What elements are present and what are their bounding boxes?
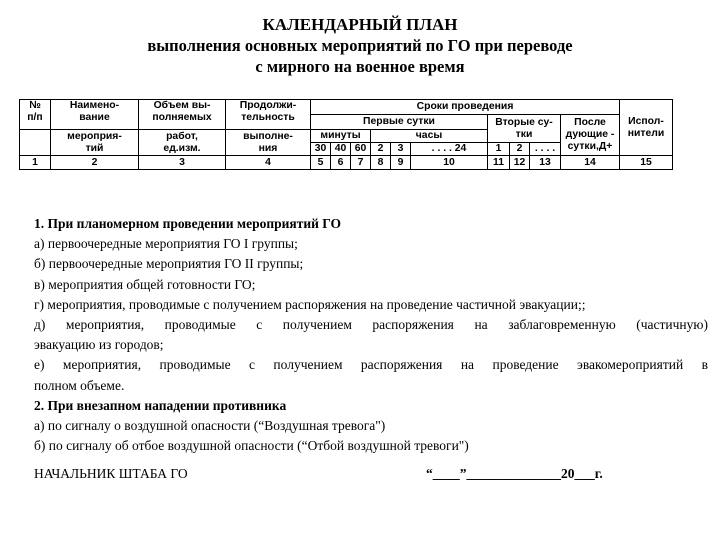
col-number: 1 [20, 156, 51, 170]
col-number: 13 [530, 156, 561, 170]
title-line-3: с мирного на военное время [255, 57, 465, 76]
sub-2: 2 [371, 143, 391, 156]
item-1f-line1: е) мероприятия, проводимые с получением распоряжения на проведение эвакомероприятий в [34, 357, 708, 373]
sub-3: 3 [391, 143, 411, 156]
item-2b: б) по сигналу об отбое воздушной опасности (“Отбой воздушной тревоги") [34, 438, 469, 454]
section-2-heading: 2. При внезапном нападении противника [34, 397, 287, 413]
header-volume: Объем вы- полняемых [139, 100, 226, 130]
col-number: 2 [51, 156, 139, 170]
item-1e-line1: д) мероприятия, проводимые с получением распоряжения на заблаговременную (частичную) [34, 317, 708, 333]
header-second-day: Вторые су- тки [488, 115, 561, 143]
col-number: 11 [488, 156, 510, 170]
title-line-2: выполнения основных мероприятий по ГО при переводе [147, 36, 573, 55]
sub-hdots: . . . . [530, 143, 561, 156]
sub-24: . . . . 24 [411, 143, 488, 156]
header-name: Наимено- вание [51, 100, 139, 130]
col-number: 5 [311, 156, 331, 170]
sub-h2: 2 [510, 143, 530, 156]
header-num-cont [20, 130, 51, 156]
col-number: 10 [411, 156, 488, 170]
header-terms: Сроки проведения [311, 100, 620, 115]
header-name-cont: мероприя- тий [51, 130, 139, 156]
col-number: 4 [226, 156, 311, 170]
date-line: “____”______________20___г. [426, 466, 603, 481]
document-body [34, 214, 708, 456]
document-title [0, 14, 720, 77]
item-1e-line2: эвакуацию из городов; [34, 337, 164, 353]
sub-h1: 1 [488, 143, 510, 156]
col-number: 3 [139, 156, 226, 170]
col-number: 9 [391, 156, 411, 170]
header-first-day: Первые сутки [311, 115, 488, 130]
item-1a: а) первоочередные мероприятия ГО I группы; [34, 236, 298, 252]
item-1c: в) мероприятия общей готовности ГО; [34, 276, 256, 292]
sub-40: 40 [331, 143, 351, 156]
header-num: № п/п [20, 100, 51, 130]
item-1f-line2: полном объеме. [34, 377, 125, 393]
item-2a: а) по сигналу о воздушной опасности (“Воздушная тревога") [34, 418, 386, 434]
col-number: 6 [331, 156, 351, 170]
header-hours: часы [371, 130, 488, 143]
sub-30: 30 [311, 143, 331, 156]
item-1d: г) мероприятия, проводимые с получением распоряжения на проведение частичной эвакуации;; [34, 296, 586, 312]
col-number: 7 [351, 156, 371, 170]
chief-of-staff-label: НАЧАЛЬНИК ШТАБА ГО [34, 466, 188, 481]
sub-60: 60 [351, 143, 371, 156]
col-number: 14 [561, 156, 620, 170]
title-line-1: КАЛЕНДАРНЫЙ ПЛАН [262, 15, 458, 34]
plan-table [19, 99, 673, 170]
header-duration-cont: выполне- ния [226, 130, 311, 156]
section-1-heading: 1. При планомерном проведении мероприятий ГО [34, 216, 342, 231]
header-minutes: минуты [311, 130, 371, 143]
header-volume-cont: работ, ед.изм. [139, 130, 226, 156]
col-number: 15 [620, 156, 673, 170]
header-executors: Испол- нители [620, 100, 673, 156]
header-duration: Продолжи- тельность [226, 100, 311, 130]
header-following-days: После дующие - сутки,Д+ [561, 115, 620, 156]
item-1b: б) первоочередные мероприятия ГО II группы; [34, 256, 304, 272]
col-number: 12 [510, 156, 530, 170]
col-number: 8 [371, 156, 391, 170]
